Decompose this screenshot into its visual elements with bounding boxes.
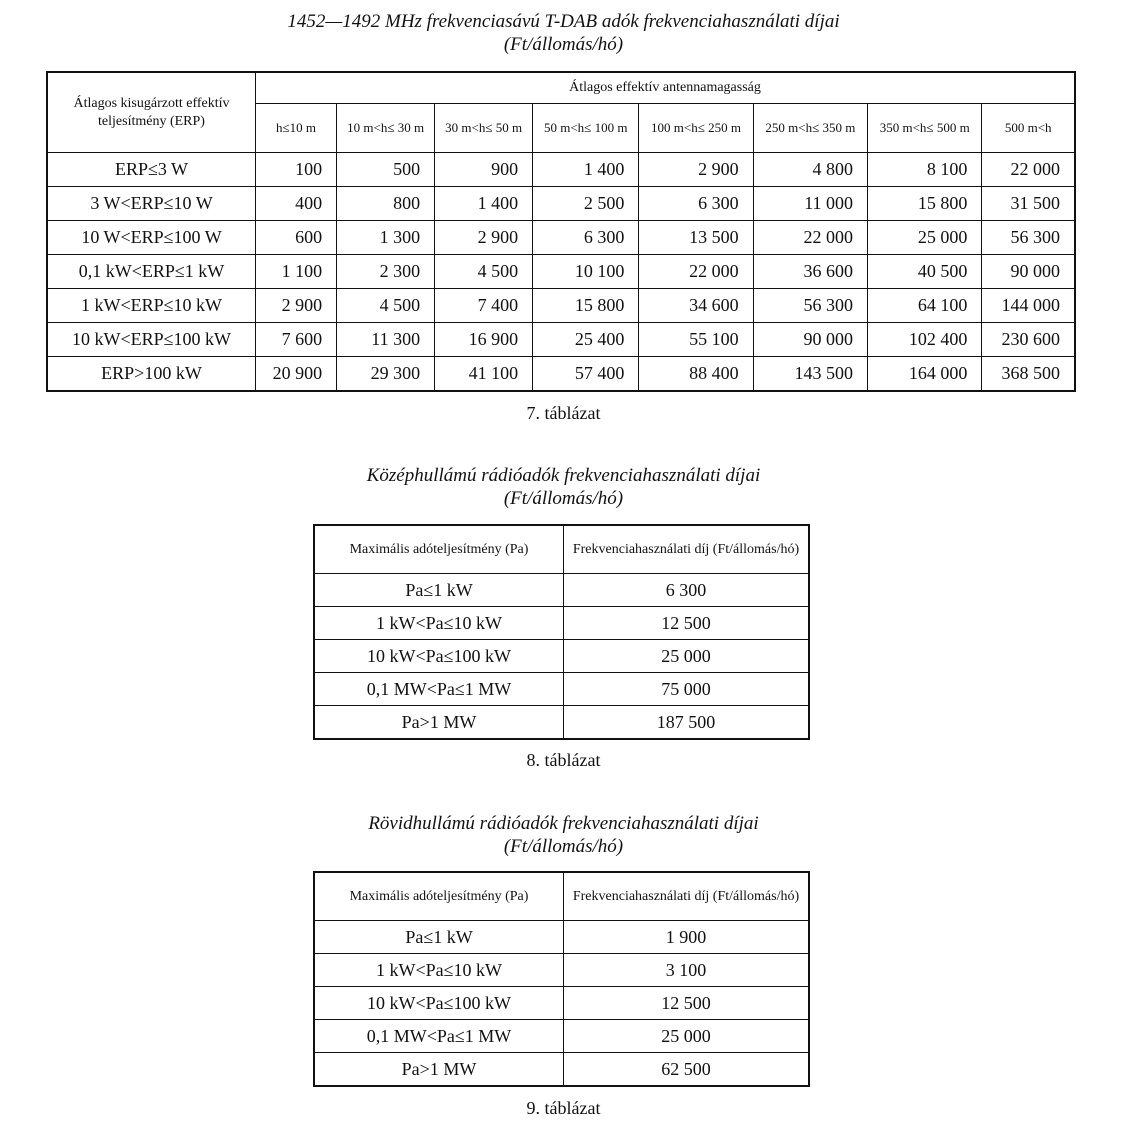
table-row: [47, 357, 1075, 392]
table9-title-line1: Rövidhullámú rádióadók frekvenciahasználati díjai: [368, 813, 759, 834]
table8-title-line1: Középhullámú rádióadók frekvenciahasználati díjai: [366, 465, 761, 486]
row-label: 10 W<ERP≤100 W: [47, 221, 256, 255]
row-label: ERP>100 kW: [47, 357, 256, 392]
fee-cell: 3 100: [564, 954, 810, 987]
table-cell: 90 000: [982, 255, 1075, 289]
power-cell: Pa≤1 kW: [314, 574, 564, 607]
table-cell: 10 100: [533, 255, 639, 289]
power-cell: 0,1 MW<Pa≤1 MW: [314, 1020, 564, 1053]
row-label: 10 kW<ERP≤100 kW: [47, 323, 256, 357]
power-cell: 10 kW<Pa≤100 kW: [314, 987, 564, 1020]
row-label: ERP≤3 W: [47, 153, 256, 187]
table-row: [47, 289, 1075, 323]
table-row: [314, 706, 809, 740]
table-row: [47, 187, 1075, 221]
table-cell: 1 300: [337, 221, 435, 255]
table7: [46, 71, 1076, 392]
table-cell: 2 300: [337, 255, 435, 289]
table-cell: 6 300: [639, 187, 753, 221]
fee-cell: 187 500: [564, 706, 810, 740]
table-cell: 400: [256, 187, 337, 221]
header-fee: Frekvenciahasználati díj (Ft/állomás/hó): [564, 525, 810, 574]
header-fee: Frekvenciahasználati díj (Ft/állomás/hó): [564, 872, 810, 921]
table-cell: 41 100: [435, 357, 533, 392]
table-row: [314, 574, 809, 607]
table-cell: 900: [435, 153, 533, 187]
table-cell: 100: [256, 153, 337, 187]
table-cell: 600: [256, 221, 337, 255]
power-cell: 1 kW<Pa≤10 kW: [314, 954, 564, 987]
table-cell: 25 000: [868, 221, 982, 255]
table7-caption: 7. táblázat: [526, 403, 601, 423]
table-cell: 4 500: [435, 255, 533, 289]
table7-title-line1: 1452—1492 MHz frekvenciasávú T-DAB adók frekvenciahasználati díjai: [287, 11, 840, 32]
table-cell: 22 000: [982, 153, 1075, 187]
table-row: [314, 1020, 809, 1053]
row-label: 3 W<ERP≤10 W: [47, 187, 256, 221]
table-cell: 15 800: [533, 289, 639, 323]
power-cell: Pa>1 MW: [314, 1053, 564, 1087]
table-row: [314, 987, 809, 1020]
table-cell: 144 000: [982, 289, 1075, 323]
table-cell: 2 900: [256, 289, 337, 323]
power-cell: 0,1 MW<Pa≤1 MW: [314, 673, 564, 706]
table-cell: 368 500: [982, 357, 1075, 392]
table-cell: 22 000: [753, 221, 867, 255]
table-cell: 11 000: [753, 187, 867, 221]
table-cell: 20 900: [256, 357, 337, 392]
table-cell: 7 400: [435, 289, 533, 323]
fee-cell: 75 000: [564, 673, 810, 706]
table-cell: 57 400: [533, 357, 639, 392]
table8: [313, 524, 810, 740]
fee-cell: 1 900: [564, 921, 810, 954]
table-cell: 2 900: [435, 221, 533, 255]
table7-column-header: 500 m<h: [982, 104, 1075, 153]
table8-header-row: [314, 525, 809, 574]
fee-cell: 25 000: [564, 640, 810, 673]
table-cell: 13 500: [639, 221, 753, 255]
table-row: [314, 673, 809, 706]
table7-title-line2: (Ft/állomás/hó): [503, 34, 624, 55]
table8-caption: 8. táblázat: [526, 750, 601, 770]
table-cell: 16 900: [435, 323, 533, 357]
power-cell: 1 kW<Pa≤10 kW: [314, 607, 564, 640]
fee-cell: 25 000: [564, 1020, 810, 1053]
table9-caption: 9. táblázat: [526, 1098, 601, 1118]
table-cell: 2 900: [639, 153, 753, 187]
table-cell: 1 400: [435, 187, 533, 221]
table-cell: 2 500: [533, 187, 639, 221]
table9-title-line2: (Ft/állomás/hó): [503, 836, 624, 857]
table-cell: 34 600: [639, 289, 753, 323]
table7-group-header: Átlagos effektív antennamagasság: [256, 72, 1076, 104]
table-cell: 88 400: [639, 357, 753, 392]
table-cell: 800: [337, 187, 435, 221]
table8-title-line2: (Ft/állomás/hó): [503, 488, 624, 509]
table7-column-header: h≤10 m: [256, 104, 337, 153]
power-cell: Pa≤1 kW: [314, 921, 564, 954]
fee-cell: 12 500: [564, 607, 810, 640]
table-cell: 90 000: [753, 323, 867, 357]
table9-header-row: [314, 872, 809, 921]
table8-title: [0, 464, 1127, 510]
table7-column-header: 350 m<h≤ 500 m: [868, 104, 982, 153]
table-cell: 40 500: [868, 255, 982, 289]
table9-title: [0, 812, 1127, 858]
table-cell: 56 300: [982, 221, 1075, 255]
table7-column-header: 100 m<h≤ 250 m: [639, 104, 753, 153]
table-row: [47, 323, 1075, 357]
table-cell: 8 100: [868, 153, 982, 187]
table-row: [314, 921, 809, 954]
table-cell: 1 400: [533, 153, 639, 187]
table7-column-header: 250 m<h≤ 350 m: [753, 104, 867, 153]
table9: [313, 871, 810, 1087]
table-row: [47, 153, 1075, 187]
table-cell: 55 100: [639, 323, 753, 357]
table-cell: 4 800: [753, 153, 867, 187]
table-row: [47, 255, 1075, 289]
fee-cell: 62 500: [564, 1053, 810, 1087]
table-cell: 64 100: [868, 289, 982, 323]
table7-title: [0, 10, 1127, 56]
table-cell: 36 600: [753, 255, 867, 289]
table-cell: 31 500: [982, 187, 1075, 221]
table-cell: 143 500: [753, 357, 867, 392]
table-cell: 102 400: [868, 323, 982, 357]
fee-cell: 6 300: [564, 574, 810, 607]
table-cell: 25 400: [533, 323, 639, 357]
table-cell: 7 600: [256, 323, 337, 357]
table-cell: 1 100: [256, 255, 337, 289]
table-row: [47, 221, 1075, 255]
power-cell: Pa>1 MW: [314, 706, 564, 740]
table7-column-header: 50 m<h≤ 100 m: [533, 104, 639, 153]
row-label: 0,1 kW<ERP≤1 kW: [47, 255, 256, 289]
table-row: [314, 640, 809, 673]
header-power: Maximális adóteljesítmény (Pa): [314, 872, 564, 921]
table-cell: 22 000: [639, 255, 753, 289]
power-cell: 10 kW<Pa≤100 kW: [314, 640, 564, 673]
table-cell: 4 500: [337, 289, 435, 323]
table7-column-header: 10 m<h≤ 30 m: [337, 104, 435, 153]
row-label: 1 kW<ERP≤10 kW: [47, 289, 256, 323]
table7-corner-header: Átlagos kisugárzott effektív teljesítmény (ERP): [47, 72, 256, 153]
table-cell: 29 300: [337, 357, 435, 392]
table-cell: 164 000: [868, 357, 982, 392]
fee-cell: 12 500: [564, 987, 810, 1020]
table-row: [314, 607, 809, 640]
table-cell: 56 300: [753, 289, 867, 323]
table-cell: 11 300: [337, 323, 435, 357]
table-row: [314, 954, 809, 987]
table-cell: 6 300: [533, 221, 639, 255]
table-cell: 230 600: [982, 323, 1075, 357]
table7-group-row: [47, 72, 1075, 104]
table-cell: 15 800: [868, 187, 982, 221]
table7-column-header: 30 m<h≤ 50 m: [435, 104, 533, 153]
table-cell: 500: [337, 153, 435, 187]
header-power: Maximális adóteljesítmény (Pa): [314, 525, 564, 574]
table-row: [314, 1053, 809, 1087]
